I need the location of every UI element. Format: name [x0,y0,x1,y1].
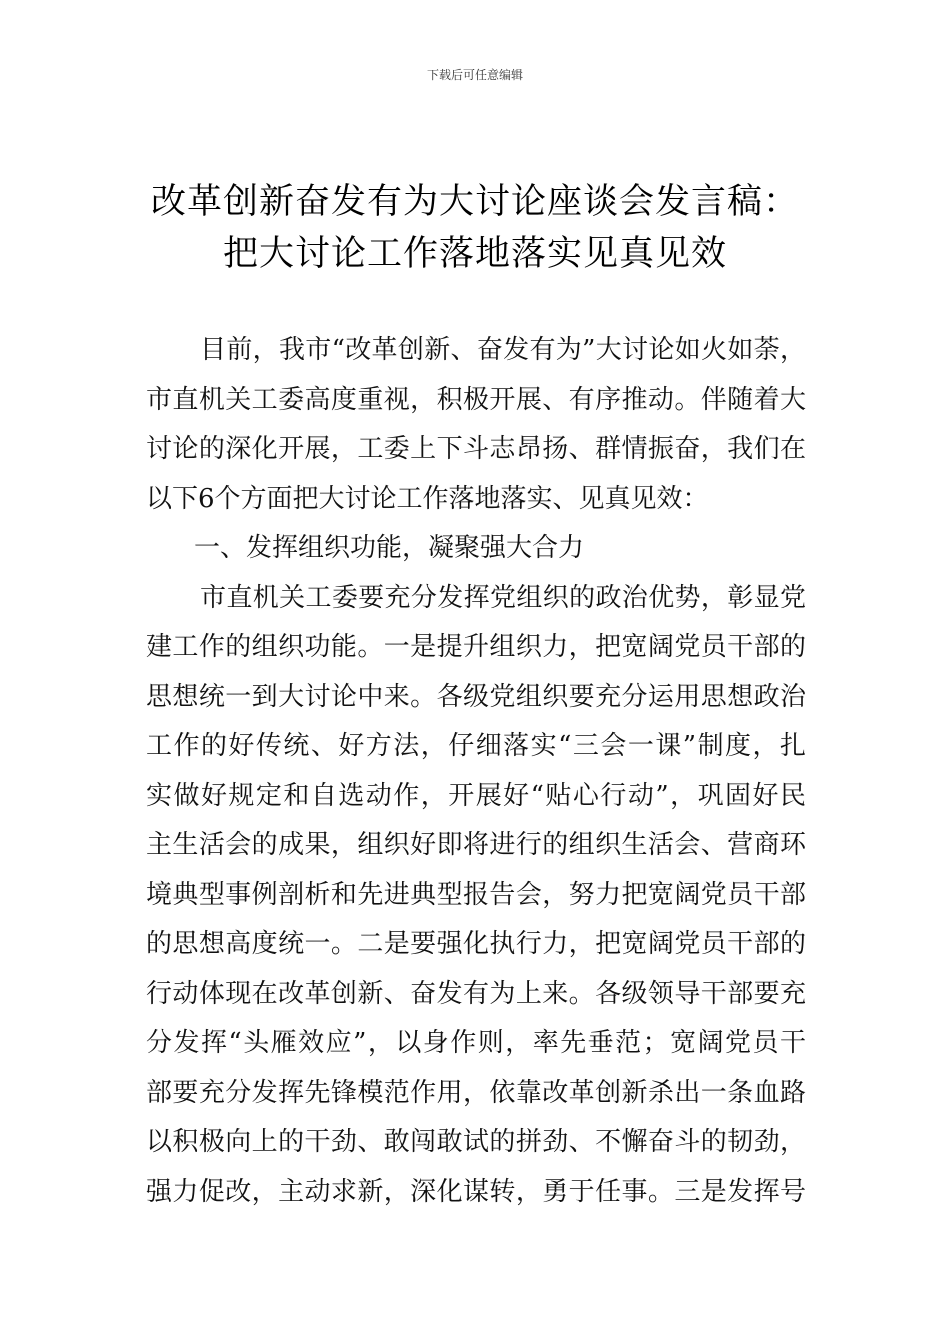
document-title [0,176,950,280]
title-line-1: 改革创新奋发有为大讨论座谈会发言稿： [150,182,799,222]
body-line: 强力促改，主动求新，深化谋转，勇于任事。三是发挥号 [146,1176,806,1207]
body-line: 的思想高度统一。二是要强化执行力，把宽阔党员干部的 [146,929,806,959]
body-line: 部要充分发挥先锋模范作用，依靠改革创新杀出一条血路 [146,1077,806,1108]
document-body [146,326,806,1217]
body-line: 行动体现在改革创新、奋发有为上来。各级领导干部要充 [146,978,806,1009]
body-line: 思想统一到大讨论中来。各级党组织要充分运用思想政治 [146,681,806,712]
body-line: 建工作的组织功能。一是提升组织力，把宽阔党员干部的 [146,632,806,662]
body-line: 目前，我市“改革创新、奋发有为”大讨论如火如荼， [200,335,806,365]
body-line: 以下6个方面把大讨论工作落地落实、见真见效： [146,483,709,514]
body-line: 工作的好传统、好方法，仔细落实“三会一课”制度，扎 [146,731,806,761]
body-line: 分发挥“头雁效应”，以身作则，率先垂范；宽阔党员干 [146,1028,806,1058]
body-line: 市直机关工委高度重视，积极开展、有序推动。伴随着大 [146,384,806,415]
body-line: 讨论的深化开展，工委上下斗志昂扬、群情振奋，我们在 [146,434,806,464]
title-line-2: 把大讨论工作落地落实见真见效 [222,234,727,274]
body-line: 境典型事例剖析和先进典型报告会，努力把宽阔党员干部 [146,879,806,910]
body-line: 主生活会的成果，组织好即将进行的组织生活会、营商环 [146,830,806,860]
body-line: 实做好规定和自选动作，开展好“贴心行动”，巩固好民 [146,780,806,811]
section-heading: 一、发挥组织功能，凝聚强大合力 [194,533,585,563]
body-line: 以积极向上的干劲、敢闯敢试的拼劲、不懈奋斗的韧劲， [146,1127,806,1157]
page-header-note: 下载后可任意编辑 [426,68,523,82]
body-line: 市直机关工委要充分发挥党组织的政治优势，彰显党 [200,582,806,613]
